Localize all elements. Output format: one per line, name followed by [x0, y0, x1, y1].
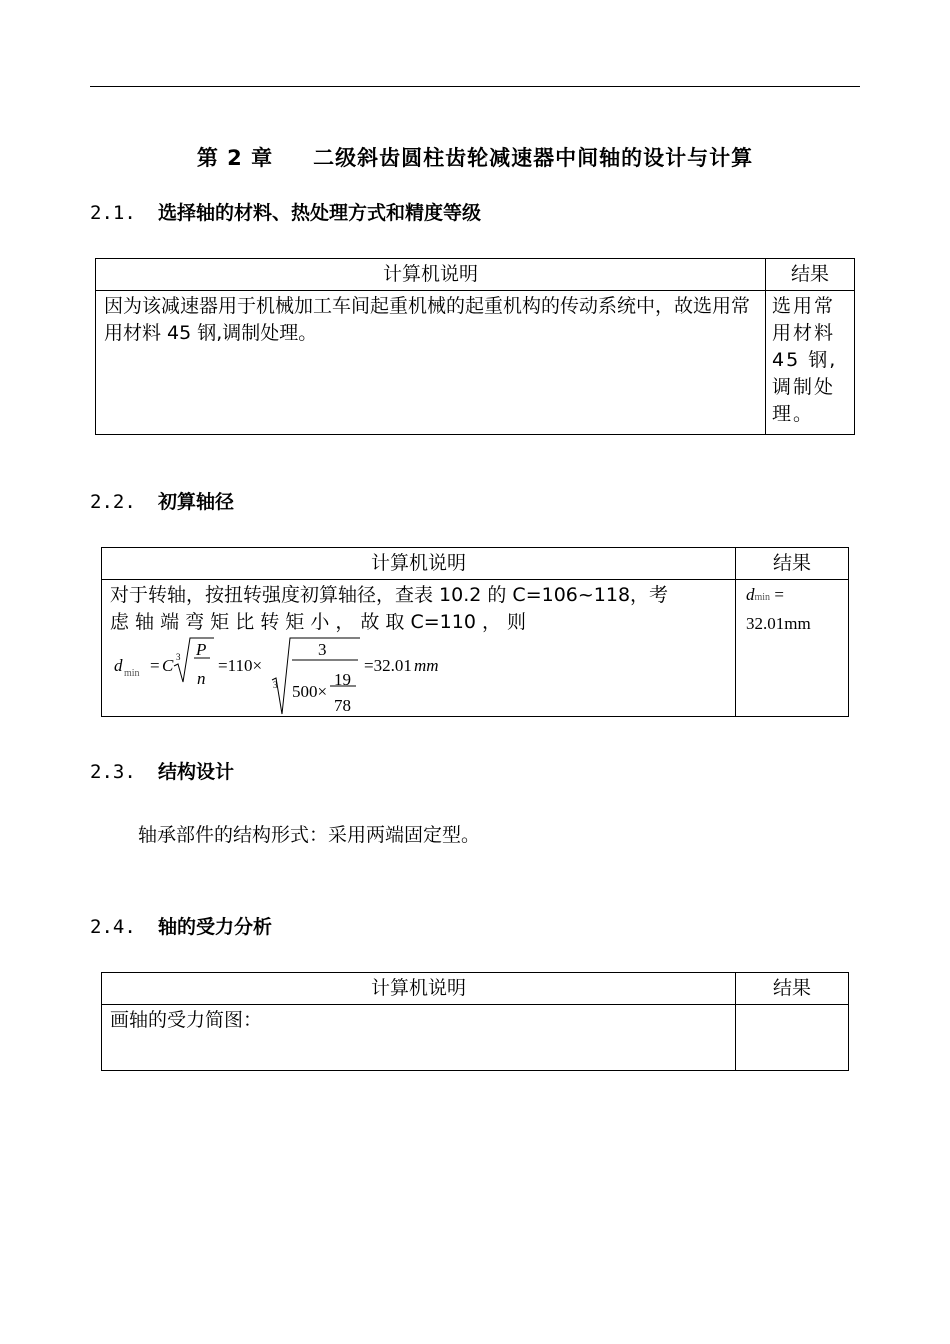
desc-line-2: 虑 轴 端 弯 矩 比 转 矩 小 ， 故 取 C=110 ， 则 [110, 611, 527, 633]
section-heading-2-3: 2.3. 结构设计 [90, 761, 235, 783]
section-heading-2-4: 2.4. 轴的受力分析 [90, 916, 273, 938]
table-shaft-diameter [101, 547, 849, 717]
table-cell-result: 选用常用材料 45 钢,调制处理。 [766, 291, 855, 435]
table-cell-result [736, 1005, 849, 1071]
table-force-analysis [101, 972, 849, 1071]
table-header-desc: 计算机说明 [102, 973, 736, 1005]
desc-line-1: 对于转轴，按扭转强度初算轴径，查表 10.2 的 C=106~118，考 [110, 584, 669, 606]
table-cell-desc [102, 580, 736, 717]
structure-paragraph: 轴承部件的结构形式：采用两端固定型。 [138, 824, 481, 846]
cube-root-sign [172, 632, 216, 686]
header-rule [90, 86, 860, 87]
table-header-desc: 计算机说明 [102, 548, 736, 580]
section-heading-2-2: 2.2. 初算轴径 [90, 491, 235, 513]
table-header-result: 结果 [736, 973, 849, 1005]
table-cell-result: dmin = 32.01mm [736, 580, 849, 717]
result-value: 32.01mm [746, 614, 811, 633]
shaft-diameter-formula: d min = C 3 P n =110× 3 3 500× 19 78 =32.01 mm [110, 638, 727, 714]
table-material [95, 258, 855, 435]
chapter-number: 第 2 章 [196, 146, 274, 170]
table-cell-desc: 画轴的受力简图： [102, 1005, 736, 1071]
table-header-result: 结果 [736, 548, 849, 580]
chapter-name: 二级斜齿圆柱齿轮减速器中间轴的设计与计算 [313, 146, 754, 170]
table-header-desc: 计算机说明 [96, 259, 766, 291]
table-header-result: 结果 [766, 259, 855, 291]
table-cell-desc: 因为该减速器用于机械加工车间起重机械的起重机构的传动系统中，故选用常用材料 45 钢,调制处理。 [96, 291, 766, 435]
chapter-title [0, 142, 950, 172]
section-heading-2-1: 2.1. 选择轴的材料、热处理方式和精度等级 [90, 202, 482, 224]
